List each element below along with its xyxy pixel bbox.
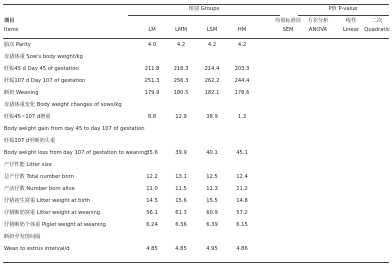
cell-hm: 203.3 (234, 66, 250, 72)
cell-lmm: 15.6 (175, 198, 187, 204)
cell-hm: 4.2 (237, 42, 247, 48)
cell-lmm: 256.3 (173, 78, 189, 84)
cell-hm: 12.4 (236, 174, 248, 180)
cell-lsm: 38.9 (206, 114, 218, 120)
cell-lmm: 6.36 (175, 222, 187, 228)
cell-hm: 57.2 (236, 210, 248, 216)
row-label: 仔猪断奶个体重 Piglet weight at weaning (4, 222, 106, 228)
cell-lsm: 214.4 (204, 66, 220, 72)
p-header-anova-en: ANOVA (308, 27, 328, 33)
bottom-rule (3, 262, 389, 263)
row-label: 产活仔数 Number born alive (4, 186, 75, 192)
cell-lmm: 4.2 (176, 42, 186, 48)
row-label: 妊娠45~107 d增重 (4, 114, 51, 120)
cell-hm: 4.86 (236, 246, 248, 252)
cell-lmm: 4.85 (175, 246, 187, 252)
row-label: 断奶至发情间隔 (4, 234, 41, 240)
cell-lm: 179.9 (144, 90, 160, 96)
cell-hm: 1.3 (237, 114, 247, 120)
cell-lsm: 4.95 (206, 246, 218, 252)
group-header: 组别 Groups (188, 6, 220, 12)
cell-lmm: 13.1 (175, 174, 187, 180)
cell-lmm: 180.5 (173, 90, 189, 96)
cell-lsm: 15.5 (206, 198, 218, 204)
cell-lm: 6.24 (146, 222, 158, 228)
cell-lsm: 262.2 (204, 78, 220, 84)
col-header-lm: LM (148, 27, 156, 33)
cell-lm: 4.0 (147, 42, 157, 48)
p-header-quadratic-cn: 二次 (371, 18, 383, 24)
cell-lmm: 11.5 (175, 186, 187, 192)
row-label: 胎次 Parity (4, 42, 31, 48)
pvalue-underline (298, 15, 389, 16)
row-label: 母猪体重 Sow's body weight/kg (4, 54, 83, 60)
cell-lmm: 218.3 (173, 66, 189, 72)
row-label: 断奶 Weaning (4, 90, 39, 96)
cell-lsm: 40.1 (206, 150, 218, 156)
row-label: 总产仔数 Total number born (4, 174, 74, 180)
row-label: 产仔性能 Litter size (4, 162, 52, 168)
cell-lsm: 6.39 (206, 222, 218, 228)
row-label: 妊娠107 d Day 107 of gestation (4, 78, 86, 84)
row-label: 仔猪初生窝重 Litter weight at birth (4, 198, 91, 204)
cell-lsm: 11.3 (206, 186, 218, 192)
cell-lsm: 12.5 (206, 174, 218, 180)
cell-hm: 6.15 (236, 222, 248, 228)
p-header-quadratic-en: Quadratic (364, 27, 390, 33)
cell-hm: 14.8 (236, 198, 248, 204)
item-header-en: Items (4, 27, 19, 33)
p-header-anova-cn: 方差分析 (307, 18, 329, 24)
cell-lsm: 60.9 (206, 210, 218, 216)
cell-lmm: 12.9 (175, 114, 187, 120)
cell-hm: 244.4 (234, 78, 250, 84)
cell-lsm: 4.2 (207, 42, 217, 48)
group-underline (128, 15, 280, 16)
col-header-lsm: LSM (206, 27, 218, 33)
pvalue-header: P值 P-value (328, 6, 358, 12)
cell-lmm: 39.9 (175, 150, 187, 156)
cell-lmm: 61.3 (175, 210, 187, 216)
cell-hm: 45.1 (236, 150, 248, 156)
row-label: 母猪体重变化 Body weight changes of sows/kg (4, 102, 122, 108)
sem-header-en: SEM (282, 27, 294, 33)
cell-lm: 11.0 (146, 186, 158, 192)
cell-hm: 178.6 (234, 90, 250, 96)
cell-lsm: 182.1 (204, 90, 220, 96)
cell-lm: 211.8 (144, 66, 160, 72)
cell-lm: 56.1 (146, 210, 158, 216)
p-header-linear-cn: 线性 (345, 18, 357, 24)
row-label: 妊娠45 d Day 45 of gestation (4, 66, 79, 72)
cell-lm: 4.85 (146, 246, 158, 252)
cell-lm: 12.2 (146, 174, 158, 180)
row-label: Body weight loss from day 107 of gestation to weaning (4, 150, 148, 156)
row-label: 妊娠107 d至断奶失重 (4, 138, 56, 144)
cell-lm: 14.5 (146, 198, 158, 204)
col-header-lmm: LMM (175, 27, 187, 33)
row-label: 仔猪断奶窝重 Litter weight at weaning (4, 210, 101, 216)
item-header-cn: 项目 (4, 18, 15, 24)
cell-lm: 8.8 (147, 114, 157, 120)
cell-lm: 35.6 (146, 150, 158, 156)
row-label: Body weight gain from day 45 to day 107 of gestation (4, 126, 145, 132)
p-header-linear-en: Linear (342, 27, 360, 33)
sem-header-cn: 均值标准误 (275, 18, 301, 24)
cell-hm: 11.2 (236, 186, 248, 192)
col-header-hm: HM (237, 27, 247, 33)
cell-lm: 251.3 (144, 78, 160, 84)
top-rule (3, 4, 389, 5)
row-label: Wean to estrus interval/d (4, 246, 70, 252)
header-rule (3, 38, 389, 39)
